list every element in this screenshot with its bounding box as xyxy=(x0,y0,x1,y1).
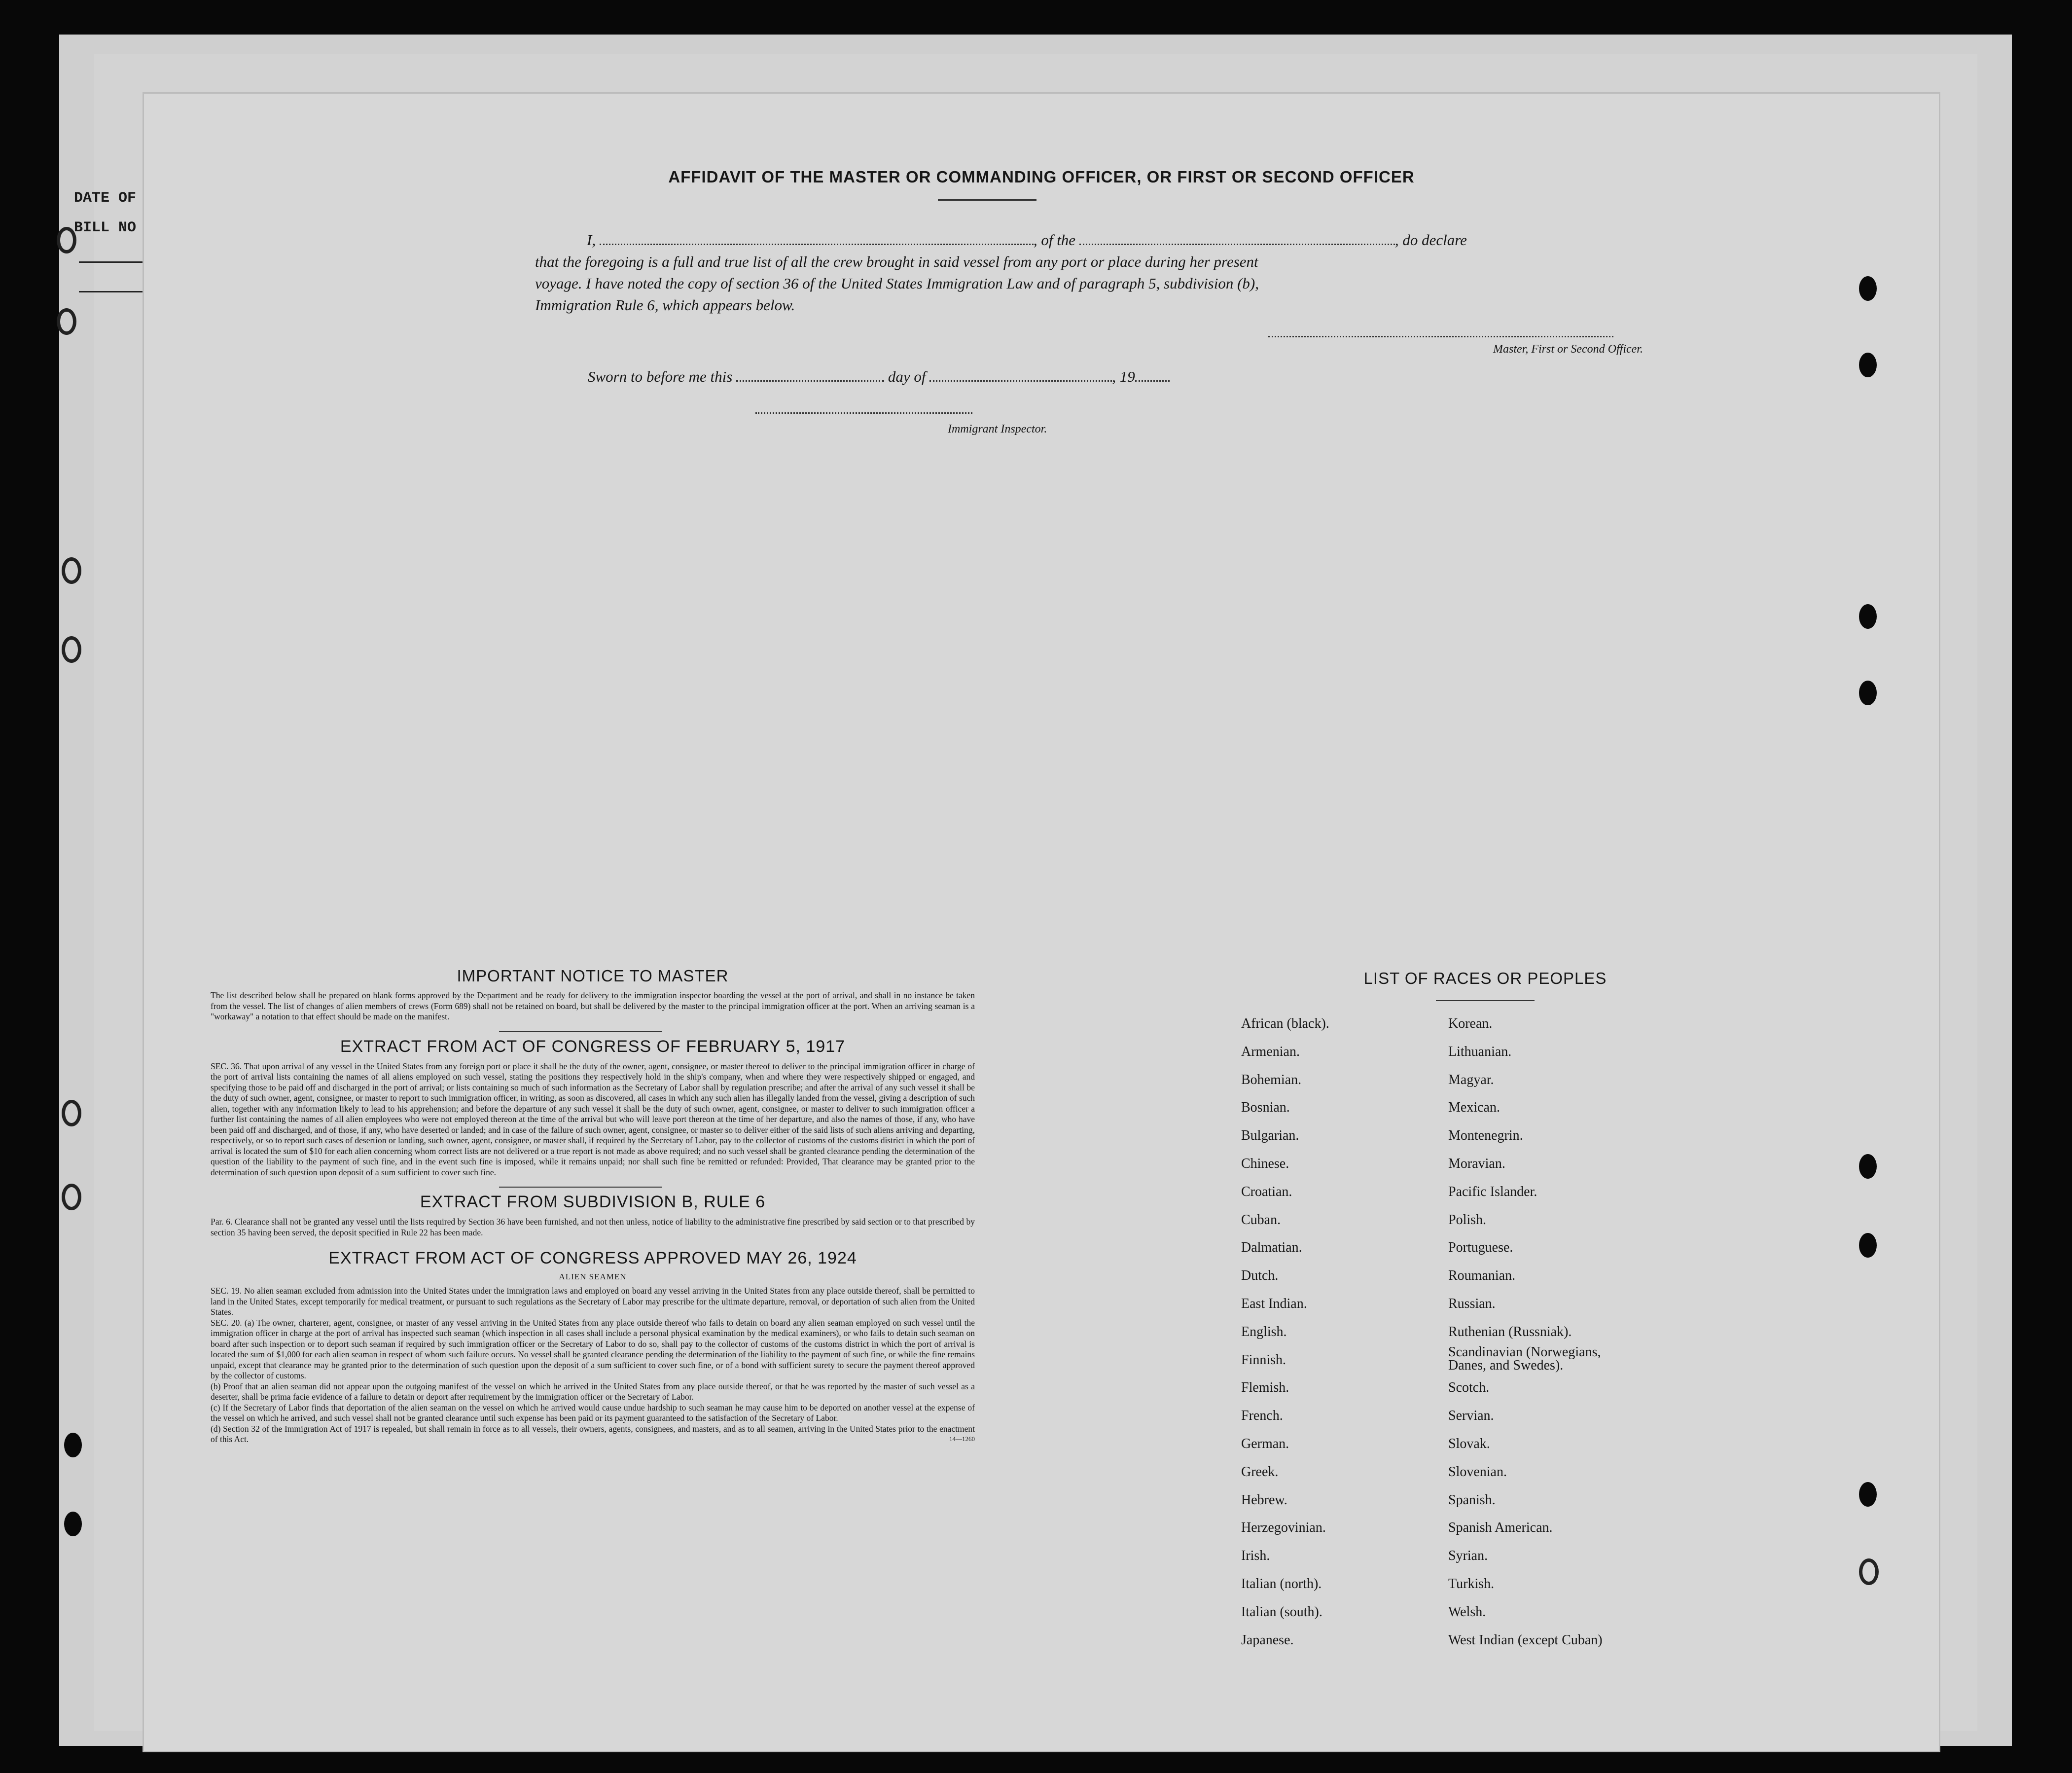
race-item: Herzegovinian. xyxy=(1241,1520,1326,1536)
notice-title: IMPORTANT NOTICE TO MASTER xyxy=(457,967,729,985)
race-item: Dutch. xyxy=(1241,1268,1279,1284)
race-item: Scandinavian (Norwegians, Danes, and Swedes). xyxy=(1448,1344,1601,1373)
race-item: German. xyxy=(1241,1436,1289,1451)
binder-hole xyxy=(1859,604,1877,629)
race-item: Pacific Islander. xyxy=(1448,1184,1537,1199)
margin-label-date: DATE OF xyxy=(74,190,137,207)
affidavit-line-2: that the foregoing is a full and true list of all the crew brought in said vessel from any port or place during her present xyxy=(535,253,1258,270)
form-number: 14—1260 xyxy=(949,1435,975,1443)
extract-1924-sec20d: (d) Section 32 of the Immigration Act of 1917 is repealed, but shall remain in force as to all vessels, their owners, agents, consignees, and masters, and as to all seamen, arriving in the United States prior to the enactment of this Act. xyxy=(211,1423,975,1444)
race-item: Ruthenian (Russniak). xyxy=(1448,1324,1572,1339)
extract-1924-sec20a: SEC. 20. (a) The owner, charterer, agent, consignee, or master of any vessel arriving in the United States from any place outside thereof who fails to detain on board any alien seaman employed on such vessel until the immigration officer in charge at the port of arrival has inspected such seaman (which inspection in all cases shall include a personal physical examination by the medical examiners), or who fails to detain such seaman on board after such inspection or to deport such seaman if required by such immigration officer or the Secretary of Labor to do so, shall pay to the collector of customs of the customs district in which the port of arrival is located the sum of $1,000 for each alien seaman in respect of whom such failure occurs. No vessel shall be granted clearance pending the determination of the liability to the payment of such fine, or while the fine remains unpaid, except that clearance may be granted prior to the determination of such question upon the deposit of a sum sufficient to cover such fine, or of a bond with sufficient surety to secure the payment thereof approved by the collector of customs. xyxy=(211,1317,975,1380)
race-item: Welsh. xyxy=(1448,1604,1486,1620)
race-item: Slovenian. xyxy=(1448,1464,1507,1480)
extract-1924-sec20c: (c) If the Secretary of Labor finds that deportation of the alien seaman on the vessel on which he arrived would cause undue hardship to such seaman he may cause him to be deported on another vessel at the expense of the vessel on which he arrived, and such vessel shall not be granted clearance until such expense has been paid or its payment guaranteed to the satisfaction of the Secretary of Labor. xyxy=(211,1402,975,1423)
affidavit-line-4: Immigration Rule 6, which appears below. xyxy=(535,296,795,314)
manifest-page xyxy=(144,94,1939,1751)
extract-1924-sec19: SEC. 19. No alien seaman excluded from admission into the United States under the immigration laws and employed on board any vessel arriving in the United States from any place outside thereof, shall be permitted to land in the United States, except temporarily for medical treatment, or pursuant to such regulations as the Secretary of Labor may prescribe for the ultimate departure, removal, or deportation of such alien from the United States. xyxy=(211,1286,975,1317)
signature-blank[interactable] xyxy=(1268,333,1613,337)
name-blank[interactable] xyxy=(600,231,1034,245)
race-item: Bohemian. xyxy=(1241,1072,1302,1087)
affidavit-of: , of the xyxy=(1033,231,1076,249)
margin-rule xyxy=(79,261,143,263)
race-item: Italian (south). xyxy=(1241,1604,1322,1620)
race-item: Chinese. xyxy=(1241,1156,1289,1171)
race-item: Turkish. xyxy=(1448,1576,1495,1592)
binder-hole xyxy=(1859,681,1877,705)
race-item: Cuban. xyxy=(1241,1212,1281,1228)
inspector-label: Immigrant Inspector. xyxy=(948,423,1047,435)
race-item: Croatian. xyxy=(1241,1184,1292,1199)
sworn-day-blank[interactable] xyxy=(736,367,884,382)
race-item: Dalmatian. xyxy=(1241,1240,1302,1256)
binder-hole xyxy=(62,1100,81,1126)
affidavit-declare: , do declare xyxy=(1394,231,1467,249)
binder-hole xyxy=(1859,1482,1877,1507)
race-item: Roumanian. xyxy=(1448,1268,1516,1284)
race-item: Spanish. xyxy=(1448,1492,1496,1508)
affidavit-i: I, xyxy=(587,231,596,249)
extract-1924-sec20b: (b) Proof that an alien seaman did not appear upon the outgoing manifest of the vessel on which he arrived in the United States from any place outside thereof, or that he was reported by the master of such vessel as a deserter, shall be prima facie evidence of a failure to detain or deport after requirement by the immigration officer or the Secretary of Labor. xyxy=(211,1381,975,1402)
extract-rule6-body: Par. 6. Clearance shall not be granted any vessel until the lists required by Section 36 have been furnished, and not then unless, notice of liability to the administrative fine prescribed by said section or to that prescribed by section 35 having been served, the deposit specified in Rule 22 has been made. xyxy=(211,1217,975,1237)
notice-body: The list described below shall be prepared on blank forms approved by the Department and be ready for delivery to the immigration inspector boarding the vessel at the port of arrival, and shall in no instance be taken from the vessel. The list of changes of alien members of crews (Form 689) shall not be retained on board, but shall be delivered by the master to the principal immigration officer at the port. When an arriving seaman is a "workaway" a notation to that effect should be made on the manifest. xyxy=(211,990,975,1021)
binder-hole xyxy=(57,308,76,335)
race-item: Montenegrin. xyxy=(1448,1128,1523,1144)
race-item: Slovak. xyxy=(1448,1436,1490,1451)
race-item: Syrian. xyxy=(1448,1548,1488,1564)
race-item: Greek. xyxy=(1241,1464,1279,1480)
vessel-blank[interactable] xyxy=(1079,231,1395,245)
title-rule xyxy=(938,199,1036,201)
race-item: East Indian. xyxy=(1241,1296,1307,1311)
notice-column xyxy=(211,967,975,1443)
race-item: Bosnian. xyxy=(1241,1100,1290,1116)
sworn-prefix: Sworn to before me this xyxy=(588,368,733,385)
race-item: Portuguese. xyxy=(1448,1240,1513,1256)
sworn-year: , 19 xyxy=(1112,368,1135,385)
binder-hole xyxy=(64,1512,82,1536)
race-item: Japanese. xyxy=(1241,1632,1294,1648)
race-item: Spanish American. xyxy=(1448,1520,1553,1536)
inspector-signature-blank[interactable] xyxy=(755,409,972,414)
binder-hole xyxy=(62,557,81,584)
race-item: Russian. xyxy=(1448,1296,1496,1311)
race-item: Italian (north). xyxy=(1241,1576,1322,1592)
sworn-day: day of xyxy=(888,368,926,385)
margin-rule xyxy=(79,291,143,292)
binder-hole xyxy=(1859,1558,1879,1585)
race-item: Flemish. xyxy=(1241,1380,1289,1396)
races-title: LIST OF RACES OR PEOPLES xyxy=(1363,969,1607,987)
affidavit-title: AFFIDAVIT OF THE MASTER OR COMMANDING OFFICER, OR FIRST OR SECOND OFFICER xyxy=(668,168,1415,186)
race-item: Polish. xyxy=(1448,1212,1487,1228)
race-item: Magyar. xyxy=(1448,1072,1494,1087)
margin-label-bill: BILL NO xyxy=(74,219,137,236)
sworn-month-blank[interactable] xyxy=(929,367,1112,382)
race-item: French. xyxy=(1241,1408,1283,1424)
race-item: English. xyxy=(1241,1324,1287,1339)
affidavit-statement xyxy=(535,229,1664,316)
extract-1917-body: SEC. 36. That upon arrival of any vessel in the United States from any foreign port or place it shall be the duty of the owner, agent, consignee, or master thereof to deliver to the principal immigration officer in charge of the port of arrival lists containing the names of all aliens employed on such vessel, stating the positions they respectively hold in the ship's company, when and where they were respectively shipped or engaged, and specifying those to be paid off and discharged in the port of arrival; or lists containing so much of such information as the Secretary of Labor shall by regulation prescribe; and after the arrival of any such vessel it shall be the duty of such owner, agent, consignee, or master to report to such immigration officer, in writing, as soon as discovered, all cases in which any such alien has illegally landed from the vessel, giving a description of such alien, together with any information likely to lead to his apprehension; and before the departure of any such vessel it shall be the duty of such owner, agent, consignee, or master to deliver to such immigration officer a further list containing the names of all alien employees who were not employed thereon at the time of the arrival but who will leave port thereon at the time of her departure, and also the names of those, if any, who have been paid off and discharged, and of those, if any, who have deserted or landed; and in case of the failure of such owner, agent, consignee, or master so to deliver either of the said lists of such aliens arriving and departing, respectively, or so to report such cases of desertion or landing, such owner, agent, consignee, or master shall, if required by the Secretary of Labor, pay to the collector of customs of the customs district in which the port of arrival is located the sum of $10 for each alien concerning whom correct lists are not delivered or a true report is not made as above required; and no such vessel shall be granted clearance pending the determination of the question of the liability to the payment of such fine, and in the event such fine is imposed, while it remains unpaid; nor shall such fine be remitted or refunded: Provided, That clearance may be granted prior to the determination of such question upon deposit of a sum sufficient to cover such fine. xyxy=(211,1061,975,1177)
binder-hole xyxy=(62,636,81,663)
binder-hole xyxy=(64,1433,82,1457)
race-item: African (black). xyxy=(1241,1016,1329,1031)
extract-1924-subtitle: ALIEN SEAMEN xyxy=(559,1272,627,1281)
sworn-year-blank[interactable] xyxy=(1135,367,1170,382)
binder-hole xyxy=(57,227,76,253)
extract-1924-title: EXTRACT FROM ACT OF CONGRESS APPROVED MAY 26, 1924 xyxy=(328,1249,857,1267)
extract-1917-title: EXTRACT FROM ACT OF CONGRESS OF FEBRUARY 5, 1917 xyxy=(340,1037,846,1056)
binder-hole xyxy=(1859,1233,1877,1258)
binder-hole xyxy=(1859,1154,1877,1179)
race-item: Moravian. xyxy=(1448,1156,1505,1171)
affidavit-line-3: voyage. I have noted the copy of section 36 of the United States Immigration Law and of paragraph 5, subdivision (b), xyxy=(535,275,1259,292)
binder-hole xyxy=(1859,276,1877,301)
binder-hole xyxy=(1859,353,1877,377)
race-item: Armenian. xyxy=(1241,1044,1300,1059)
race-item: Hebrew. xyxy=(1241,1492,1287,1508)
races-rule xyxy=(1436,1000,1535,1001)
race-item: West Indian (except Cuban) xyxy=(1448,1632,1603,1648)
race-item: Finnish. xyxy=(1241,1352,1286,1368)
extract-rule6-title: EXTRACT FROM SUBDIVISION B, RULE 6 xyxy=(420,1193,766,1211)
race-item: Korean. xyxy=(1448,1016,1493,1031)
section-rule xyxy=(499,1031,662,1032)
race-item: Scotch. xyxy=(1448,1380,1490,1396)
section-rule xyxy=(499,1187,662,1188)
race-item: Servian. xyxy=(1448,1408,1494,1424)
race-item: Mexican. xyxy=(1448,1100,1500,1116)
race-item: Irish. xyxy=(1241,1548,1270,1564)
binder-hole xyxy=(62,1184,81,1210)
race-item: Lithuanian. xyxy=(1448,1044,1512,1059)
sworn-line xyxy=(588,367,1170,386)
affidavit-line-1 xyxy=(535,229,1664,251)
race-item: Bulgarian. xyxy=(1241,1128,1299,1144)
signature-label: Master, First or Second Officer. xyxy=(1493,343,1643,356)
